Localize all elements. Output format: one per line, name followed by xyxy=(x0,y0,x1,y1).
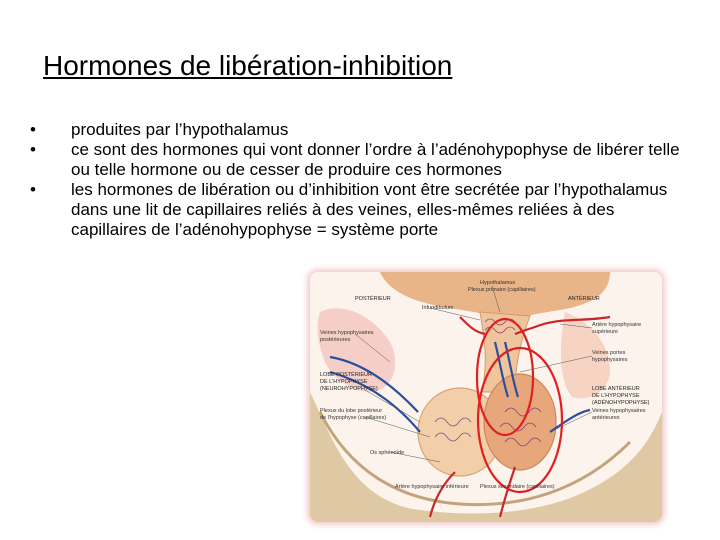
bullet-item xyxy=(30,140,680,180)
bullet-text: produites par l’hypothalamus xyxy=(71,120,289,139)
label-veines-ant-line1: Veines hypophysaires xyxy=(592,408,646,414)
label-lobe-post-line3: (NEUROHYPOPHYSE) xyxy=(320,386,378,392)
label-artere-sup-line1: Artère hypophysaire xyxy=(592,322,642,328)
anterior-lobe xyxy=(484,374,556,470)
label-lobe-ant-line1: LOBE ANTÉRIEUR xyxy=(592,386,640,392)
bullet-list xyxy=(30,120,680,240)
label-lobe-ant-line2: DE L'HYPOPHYSE xyxy=(592,393,640,399)
slide-title: Hormones de libération-inhibition xyxy=(43,50,453,81)
label-artere-inferieure: Artère hypophysaire inférieure xyxy=(395,484,469,490)
bullet-symbol: • xyxy=(30,120,36,139)
label-hypothalamus: Hypothalamus xyxy=(480,280,516,286)
label-veines-portes-line2: hypophysaires xyxy=(592,357,628,363)
label-plexus-post-line2: de l'hypophyse (capillaires) xyxy=(320,415,387,421)
label-infundibulum: Infundibulum xyxy=(422,305,454,311)
label-plexus-post-line1: Plexus du lobe postérieur xyxy=(320,408,383,414)
label-anterieur: ANTÉRIEUR xyxy=(568,296,600,302)
pituitary-portal-diagram xyxy=(310,272,662,522)
label-os-sphenoide: Os sphénoïde xyxy=(370,450,405,456)
label-plexus-secondaire: Plexus secondaire (capillaires) xyxy=(480,484,555,490)
label-veines-ant-line2: antérieures xyxy=(592,415,620,421)
label-veines-post-line1: Veines hypophysaires xyxy=(320,330,374,336)
bullet-item xyxy=(30,120,680,140)
bullet-item xyxy=(30,180,680,240)
label-plexus-primaire: Plexus primaire (capillaires) xyxy=(468,287,536,293)
label-veines-post-line2: postérieures xyxy=(320,337,351,343)
label-posterieur: POSTÉRIEUR xyxy=(355,296,391,302)
label-veines-portes-line1: Veines portes xyxy=(592,350,626,356)
label-lobe-post-line2: DE L'HYPOPHYSE xyxy=(320,379,368,385)
bullet-text: ce sont des hormones qui vont donner l’ordre à l’adénohypophyse de libérer telle ou telle hormone ou de cesser de produire ces hormones xyxy=(71,140,680,179)
label-artere-sup-line2: supérieure xyxy=(592,329,618,335)
label-lobe-ant-line3: (ADÉNOHYPOPHYSE) xyxy=(592,400,650,406)
bullet-symbol: • xyxy=(30,180,36,199)
label-lobe-post-line1: LOBE POSTÉRIEUR xyxy=(320,372,372,378)
pituitary-illustration xyxy=(310,272,662,522)
bullet-symbol: • xyxy=(30,140,36,159)
bullet-text: les hormones de libération ou d’inhibition vont être secrétée par l’hypothalamus dans une lit de capillaires reliés à des veines, elles-mêmes reliées à des capillaires de l’adénohypophyse = système porte xyxy=(71,180,668,239)
